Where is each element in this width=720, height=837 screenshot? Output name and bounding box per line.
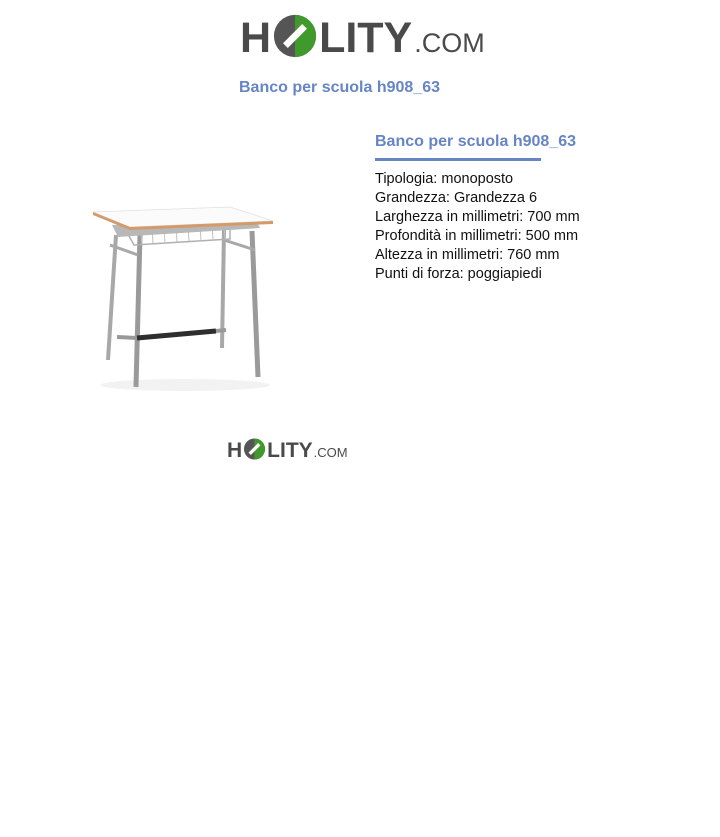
title-underline	[375, 158, 541, 161]
logo-small-dotcom: .COM	[313, 445, 348, 460]
spec-profondita: Profondità in millimetri: 500 mm	[375, 228, 579, 244]
holity-logo-small	[227, 437, 348, 461]
spec-grandezza: Grandezza: Grandezza 6	[375, 190, 538, 206]
spec-tipologia: Tipologia: monoposto	[375, 171, 514, 187]
school-desk-image	[80, 195, 290, 400]
logo-dotcom: .COM	[414, 28, 485, 58]
logo-o-mark-icon	[272, 12, 318, 60]
spec-punti-di-forza: Punti di forza: poggiapiedi	[375, 266, 542, 282]
logo-letter-h: H	[240, 14, 272, 62]
product-title: Banco per scuola h908_63	[375, 133, 576, 150]
logo-small-letters: LITY	[267, 439, 313, 462]
logo-small-o-mark-icon	[243, 437, 266, 461]
spec-larghezza: Larghezza in millimetri: 700 mm	[375, 209, 580, 225]
product-details	[375, 132, 695, 284]
logo-letters: LITY	[319, 14, 413, 62]
logo-small-letter-h: H	[227, 439, 243, 462]
holity-logo[interactable]	[240, 12, 485, 60]
spec-altezza: Altezza in millimetri: 760 mm	[375, 247, 560, 263]
page-heading: Banco per scuola h908_63	[239, 79, 440, 96]
